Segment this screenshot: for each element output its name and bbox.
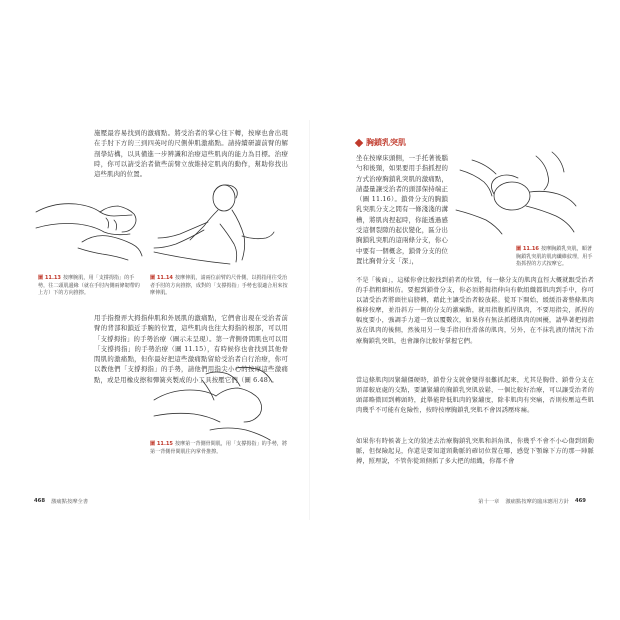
section-marker-icon <box>355 138 363 146</box>
figure-11-16-text: 按摩胸鎖乳突肌，順著胸鎖乳突肌的肌肉纖維紋理，用手指抓捏的方式按摩它。 <box>516 246 593 268</box>
figure-11-13-number: 圖 11.13 <box>38 275 61 281</box>
right-paragraph-b: 不是「後面」，這樣你會比較找到前者的位置，每一條分支的肌肉直徑大概就跟受治者的手指粗細相仿。要握到鎖骨分支，你必須將拇指伸向有軟組織都肌肉到手中，你可以請受治者將頭往肩膀轉，藉此主讓受治者較放鬆。從耳下開始，緩緩沿著整條肌肉推移按摩，並沿斜方一側的分支的激痛點，就用指腹抓捏肌肉，不要用指尖，抓捏的幅度要小，強調手力道一致以覆數次，如果你有無法抓穩肌肉的困擾，請學著把拇指放在肌肉的後側，然後用另一隻手指扣住滑落的肌肉，另外，在不抹乳液的情況下治療胸鎖乳突肌，也會讓你比較好掌握它們。 <box>356 277 594 345</box>
figure-11-16-caption <box>516 246 594 269</box>
left-page-number: 468 <box>34 498 46 504</box>
section-heading <box>356 137 406 148</box>
right-page <box>310 0 620 620</box>
figure-11-13-text: 按摩腕肌，用「支撐拇指」的手勢，往二頭肌邊緣（就在手肘內側兩條韌帶的上方）下的方向推擦。 <box>38 275 140 297</box>
left-paragraph-1: 施壓最容易找到的激痛點。將受治者的掌心往下轉，按摩也會出現在手肘下方的三到四英吋的尺側伸肌激痛點。請持續研讀前臂的解剖學結構，以具備進一步辨識和治療這些肌肉的能力為目標。治療時，你可以請受治者做些前臂立放維持定肌肉的動作，幫助你找出這些肌肉的位置。 <box>94 129 288 179</box>
left-footer <box>34 497 88 505</box>
section-title: 胸鎖乳突肌 <box>366 138 406 147</box>
right-paragraph-a: 坐在按摩床頭側，一手托著後腦勺和後頸，如果要用手指抓捏的方式治療胸鎖乳突肌的激痛點，請盡量讓受治者的頭部保持端正（圖 11.16）。鎖骨分支的胸鎖乳突肌分支之間有一條淺淺的溝槽，將肌肉捏起時，你能透過感受這個裂隙的起伏變化，區分出胸鎖乳突肌的這兩條分支，你心中要有一個概念，鎖骨分支的位置比胸骨分支「深」， <box>356 154 448 265</box>
figure-11-15-caption <box>150 441 290 456</box>
figure-11-16-number: 圖 11.16 <box>516 246 539 252</box>
figure-11-13-caption <box>38 275 142 298</box>
figure-11-13-illustration <box>34 182 144 264</box>
left-paragraph-2-wrap <box>94 352 152 487</box>
right-paragraph-d: 如果你有時候著上文的敘述去治療胸鎖乳突肌和斜角肌，你幾乎不會不小心傷到頸動脈，但保險起見，你還是要知道頸動脈的確切位置在哪，感覺下顎線下方的那一陣脈搏，照理說，不管你從頸側抓了多大把的組織，你都不會 <box>356 438 594 466</box>
figure-11-14-number: 圖 11.14 <box>150 275 173 281</box>
right-running-title: 激痛點按摩的臨床應用方針 <box>505 499 569 505</box>
figure-11-16-illustration <box>452 150 578 236</box>
right-chapter-label: 第十一章 <box>478 499 500 505</box>
figure-11-14-caption <box>150 275 290 298</box>
right-page-number: 469 <box>574 498 586 504</box>
left-running-title: 激痛點按摩全書 <box>51 499 89 505</box>
figure-11-15-text: 按摩第一背側骨間肌，用「支撐拇指」的手勢，將第一背側骨間肌往內掌骨推擦。 <box>150 441 288 455</box>
figure-11-15-number: 圖 11.15 <box>150 441 173 447</box>
figure-11-15-illustration <box>150 360 274 442</box>
right-footer <box>478 497 586 505</box>
figure-11-14-illustration <box>150 178 276 268</box>
figure-11-14-text: 按摩伸肌，請兩位前臂的尺骨側，以拇指用往受治者手肘的方向推擦，成對的「支撐拇指」手勢也很適合用來按摩伸肌。 <box>150 275 288 297</box>
left-paragraph-2: 用手指撥弄大拇指伸肌和外展肌的激痛點，它們會出現在受治者前臂的背部和鎖近手腕的位置，這些肌肉也往大拇指的根部，可以用「支撐拇指」的手勢治療（圖示未呈現）。第一背側骨間肌也可以用「支撐拇指」的手勢治療（圖 11.15），有時候你也會找到其他骨間肌的激痛點，但你最好把這些激痛點留給受治者自行治療，你可以教他們「支撐拇指」的手勢，請他們用指尖小心的按摩這些激痛點，或是用橡皮擦和彈簧夾製成的小工具按壓它們（圖 6.48）。 <box>94 314 288 384</box>
right-paragraph-c: 當這條肌肉因緊繃僵硬時，鎖骨分支就會變得很難抓起來，尤其是胸骨、鎖骨分支在頸部較底處的交點，要讓緊繃的胸鎖乳突肌放鬆，一個比較好治療，可以讓受治者的頭部略微回到轉頭時，此舉能降低肌肉的緊繃度，除非肌肉有突痛，否則按壓這些肌肉幾乎不可能有危險性，按時按摩胸鎖乳突肌不會因誘壓疼痛。 <box>356 377 594 415</box>
